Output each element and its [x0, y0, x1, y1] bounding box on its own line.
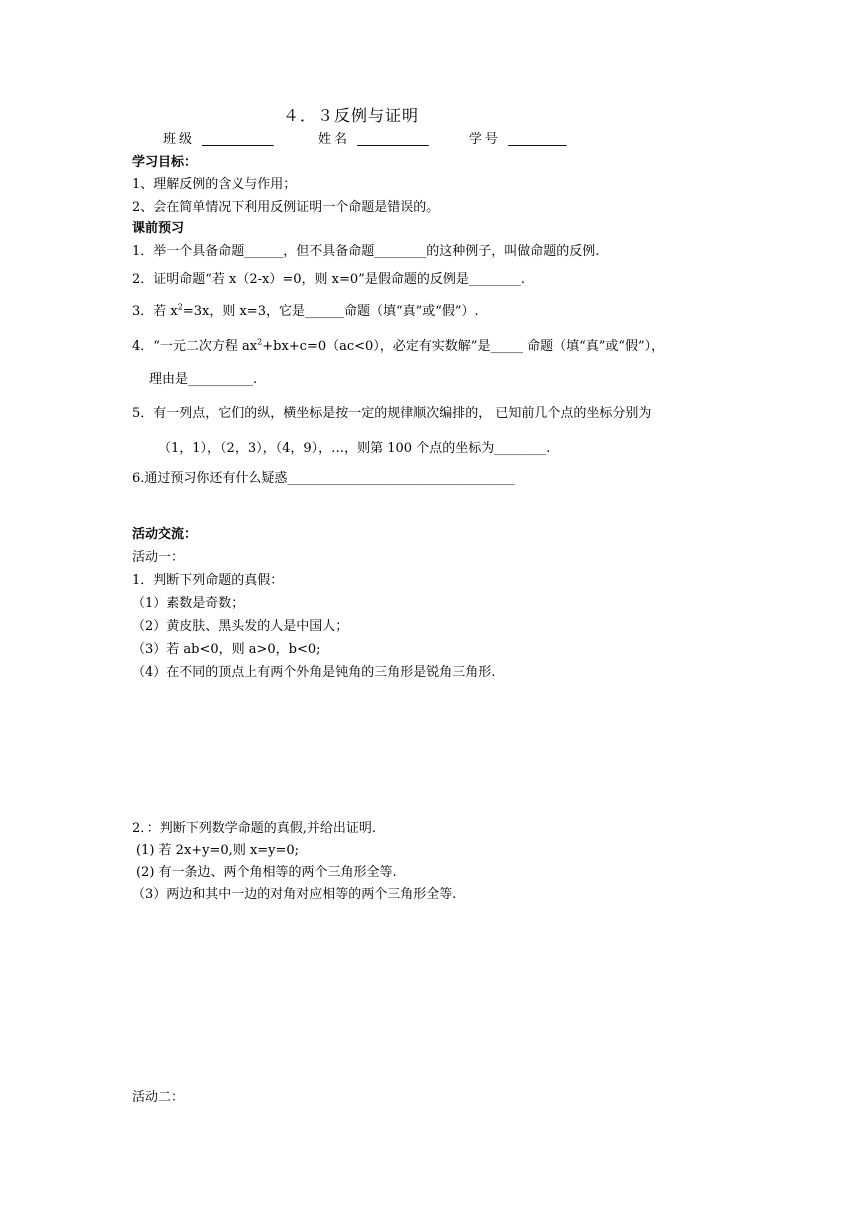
objectives-heading: 学习目标：	[132, 155, 198, 170]
preview-question-4: 4．“一元二次方程 $ax^2+bx+c=0(ac<0)$，必定有实数解”是_____ 命题（填“真”或“假”），	[132, 337, 665, 354]
name-blank: ___________	[357, 132, 429, 147]
activity-question-1: 1．判断下列命题的真假：	[132, 573, 284, 588]
preview-question-4-reason: 理由是__________.	[149, 372, 258, 387]
student-info-row	[163, 131, 567, 149]
page-title: ４．３反例与证明	[283, 106, 420, 125]
preview-question-5: 5．有一列点，它们的纵，横坐标是按一定的规律顺次编排的， 已知前几个点的坐标分别为	[132, 406, 652, 421]
preview-question-6: 6.通过预习你还有什么疑惑___________________________________	[132, 471, 515, 486]
objective-item: 1、理解反例的含义与作用；	[132, 177, 297, 192]
activity-item: （4）在不同的顶点上有两个外角是钝角的三角形是锐角三角形.	[132, 665, 496, 680]
name-label: 姓名	[317, 132, 350, 147]
activity-item: （2）黄皮肤、黑头发的人是中国人；	[132, 619, 349, 634]
activity-two-label: 活动二：	[132, 1090, 185, 1105]
activities-heading: 活动交流：	[132, 527, 198, 542]
preview-question-2: 2．证明命题“若 x（2-x）=0，则 x=0”是假命题的反例是________.	[132, 272, 525, 287]
activity-item: （1）素数是奇数；	[132, 596, 245, 611]
activity-item: (1) 若 2x+y=0,则 x=y=0;	[136, 843, 300, 858]
preview-question-3: 3．若 $x^2=3x$，则 x=3，它是______命题（填“真”或“假”）.	[132, 302, 479, 319]
preview-heading: 课前预习	[132, 221, 185, 236]
class-label: 班级	[163, 132, 196, 147]
preview-question-1: 1．举一个具备命题______，但不具备命题________的这种例子，叫做命题的反例.	[132, 244, 600, 259]
activity-item: （3）两边和其中一边的对角对应相等的两个三角形全等.	[132, 887, 457, 902]
preview-question-5-cont: （1，1），（2，3），（4，9），…，则第 100 个点的坐标为________.	[158, 441, 551, 456]
class-blank: ___________	[202, 132, 274, 147]
activity-one-label: 活动一：	[132, 550, 185, 565]
id-blank: _________	[508, 132, 567, 147]
activity-item: （3）若 ab<0，则 a>0，b<0;	[132, 642, 321, 657]
activity-question-2: 2．：判断下列数学命题的真假,并给出证明.	[132, 821, 377, 836]
objective-item: 2、会在简单情况下利用反例证明一个命题是错误的。	[132, 200, 440, 215]
id-label: 学号	[468, 132, 501, 147]
activity-item: (2) 有一条边、两个角相等的两个三角形全等.	[136, 865, 397, 880]
